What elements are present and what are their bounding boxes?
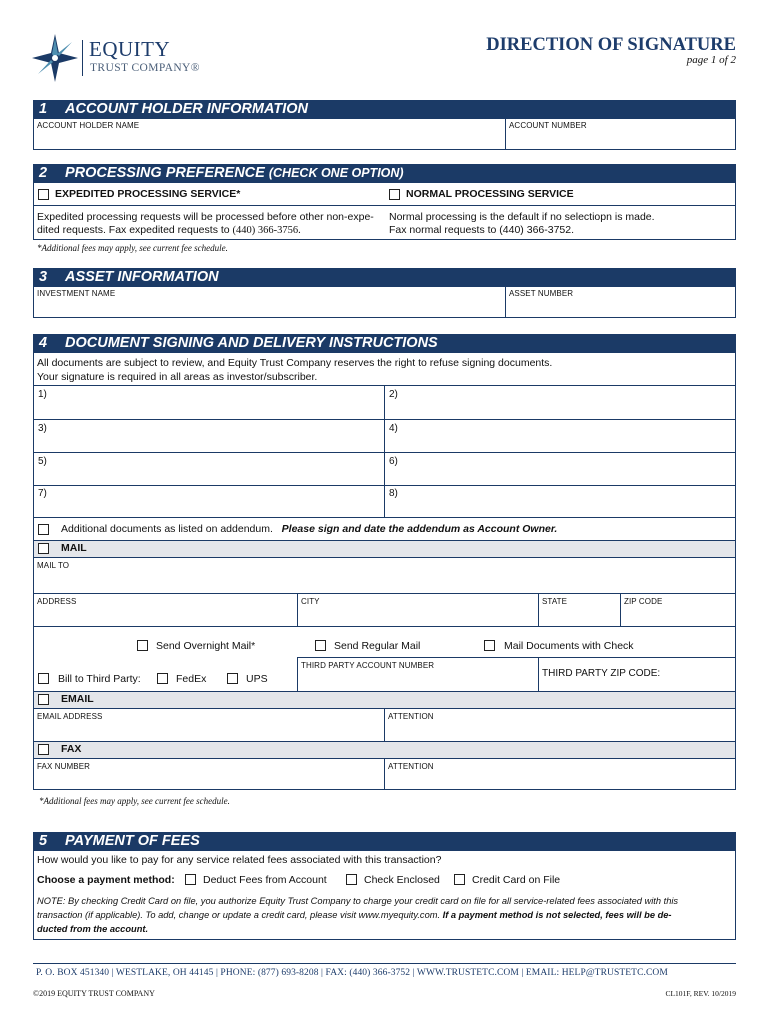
addendum-checkbox[interactable] [38, 524, 49, 535]
mail-with-check-label: Mail Documents with Check [504, 640, 634, 652]
email-checkbox[interactable] [38, 694, 49, 705]
account-holder-name-field[interactable] [34, 130, 504, 149]
mail-to-field[interactable] [34, 570, 735, 592]
fax-number-label: FAX NUMBER [37, 762, 91, 771]
document-field-3[interactable] [50, 420, 383, 451]
account-number-label: ACCOUNT NUMBER [509, 121, 587, 130]
document-number-5: 5) [38, 456, 47, 467]
account-number-field[interactable] [506, 130, 735, 149]
section-number: 1 [39, 101, 48, 117]
payment-note-emphasis: If a payment method is not selected, fees will be de- [442, 910, 672, 920]
state-label: STATE [542, 597, 568, 606]
city-label: CITY [301, 597, 320, 606]
fax-attention-label: ATTENTION [388, 762, 434, 771]
fee-note: *Additional fees may apply, see current fee schedule. [39, 796, 230, 806]
divider [297, 657, 736, 658]
section-number: 3 [39, 269, 48, 285]
document-number-3: 3) [38, 423, 47, 434]
addendum-instruction: Please sign and date the addendum as Account Owner. [281, 523, 558, 535]
section-title: PAYMENT OF FEES [65, 833, 200, 849]
document-field-1[interactable] [50, 386, 383, 418]
signing-intro-2: Your signature is required in all areas as investor/subscriber. [37, 371, 318, 383]
mail-title: MAIL [61, 542, 87, 554]
document-number-1: 1) [38, 389, 47, 400]
divider [33, 205, 736, 206]
normal-label: NORMAL PROCESSING SERVICE [406, 188, 574, 200]
regular-mail-label: Send Regular Mail [334, 640, 421, 652]
logo-name: EQUITY [89, 37, 171, 61]
credit-card-label: Credit Card on File [472, 874, 561, 886]
deduct-fees-label: Deduct Fees from Account [203, 874, 327, 886]
address-field[interactable] [34, 606, 296, 625]
section-number: 2 [39, 165, 48, 181]
email-header [34, 692, 735, 708]
page-title: DIRECTION OF SIGNATURE [486, 35, 736, 55]
section-2-header [33, 164, 736, 182]
expedited-fax: (440) 366-3756. [232, 225, 301, 236]
fedex-checkbox[interactable] [157, 673, 168, 684]
document-number-2: 2) [389, 389, 398, 400]
document-number-6: 6) [389, 456, 398, 467]
fax-title: FAX [61, 743, 82, 755]
document-field-7[interactable] [50, 486, 383, 516]
footer-contact: P. O. BOX 451340 | WESTLAKE, OH 44145 | PHONE: (877) 693-8208 | FAX: (440) 366-3752 | WWW.TRUSTETC.COM | EMAIL: HELP@TRUSTETC.COM [36, 968, 668, 978]
third-party-account-field[interactable] [298, 670, 537, 690]
section-3-header [33, 268, 736, 286]
payment-note-1: NOTE: By checking Credit Card on file, you authorize Equity Trust Company to charge your credit card on file for all service-related fees associated with this [37, 896, 679, 906]
mail-header [34, 541, 735, 557]
divider [384, 385, 385, 517]
section-subtitle: (CHECK ONE OPTION) [268, 166, 404, 180]
bill-third-party-checkbox[interactable] [38, 673, 49, 684]
email-address-field[interactable] [34, 721, 383, 740]
document-field-2[interactable] [400, 386, 735, 418]
payment-note-text: transaction (if applicable). To add, change or update a credit card, please visit www.myequity.com. [37, 910, 443, 920]
state-field[interactable] [539, 606, 619, 625]
document-number-8: 8) [389, 488, 398, 499]
payment-note-3: ducted from the account. [37, 924, 149, 934]
investment-name-label: INVESTMENT NAME [37, 289, 116, 298]
email-address-label: EMAIL ADDRESS [37, 712, 103, 721]
mail-with-check-checkbox[interactable] [484, 640, 495, 651]
logo-subtitle: TRUST COMPANY® [90, 62, 200, 74]
credit-card-checkbox[interactable] [454, 874, 465, 885]
overnight-mail-label: Send Overnight Mail* [156, 640, 256, 652]
section-title: PROCESSING PREFERENCE [65, 165, 265, 181]
third-party-zip-label: THIRD PARTY ZIP CODE: [542, 668, 661, 679]
asset-number-field[interactable] [506, 298, 735, 317]
section-number: 5 [39, 833, 48, 849]
form-code: CL101F, REV. 10/2019 [665, 989, 736, 998]
addendum-label [61, 523, 557, 535]
email-attention-label: ATTENTION [388, 712, 434, 721]
document-number-4: 4) [389, 423, 398, 434]
divider [538, 657, 539, 691]
email-title: EMAIL [61, 693, 94, 705]
divider [33, 517, 736, 518]
divider [33, 557, 736, 558]
address-label: ADDRESS [37, 597, 77, 606]
asset-number-label: ASSET NUMBER [509, 289, 574, 298]
section-1-header [33, 100, 736, 118]
mail-checkbox[interactable] [38, 543, 49, 554]
logo-divider [82, 40, 83, 76]
divider [33, 540, 736, 541]
normal-checkbox[interactable] [389, 189, 400, 200]
regular-mail-checkbox[interactable] [315, 640, 326, 651]
fedex-label: FedEx [176, 673, 207, 685]
divider [33, 593, 736, 594]
email-attention-field[interactable] [385, 721, 735, 740]
city-field[interactable] [298, 606, 537, 625]
check-enclosed-checkbox[interactable] [346, 874, 357, 885]
payment-question: How would you like to pay for any service related fees associated with this transaction? [37, 854, 442, 866]
document-field-6[interactable] [400, 453, 735, 484]
section-title: ACCOUNT HOLDER INFORMATION [65, 101, 308, 117]
section-5-header [33, 832, 736, 850]
section-title: DOCUMENT SIGNING AND DELIVERY INSTRUCTIONS [65, 335, 438, 351]
fax-header [34, 742, 735, 758]
zip-code-field[interactable] [621, 606, 735, 625]
expedited-text: dited requests. Fax expedited requests to [37, 224, 233, 236]
footer-rule [33, 963, 736, 964]
copyright: ©2019 EQUITY TRUST COMPANY [33, 989, 155, 998]
investment-name-field[interactable] [34, 298, 504, 317]
check-enclosed-label: Check Enclosed [364, 874, 440, 886]
page-number: page 1 of 2 [686, 54, 736, 66]
ups-label: UPS [246, 673, 268, 685]
expedited-description-2 [37, 224, 301, 236]
third-party-account-label: THIRD PARTY ACCOUNT NUMBER [301, 661, 435, 670]
section-title: ASSET INFORMATION [65, 269, 219, 285]
fax-checkbox[interactable] [38, 744, 49, 755]
deduct-fees-checkbox[interactable] [185, 874, 196, 885]
normal-description-2: Fax normal requests to (440) 366-3752. [389, 224, 575, 236]
payment-method-label: Choose a payment method: [37, 874, 175, 886]
payment-note-2 [37, 910, 672, 920]
company-logo [32, 34, 232, 84]
mail-to-label: MAIL TO [37, 561, 70, 570]
document-field-8[interactable] [400, 486, 735, 516]
ups-checkbox[interactable] [227, 673, 238, 684]
fee-note: *Additional fees may apply, see current fee schedule. [37, 243, 228, 253]
star-logo-icon [32, 34, 78, 82]
signing-intro-1: All documents are subject to review, and Equity Trust Company reserves the right to refuse signing documents. [37, 357, 553, 369]
document-number-7: 7) [38, 488, 47, 499]
section-4-header [33, 334, 736, 352]
bill-third-party-label: Bill to Third Party: [58, 673, 141, 685]
divider [33, 626, 736, 627]
section-number: 4 [39, 335, 48, 351]
expedited-description-1: Expedited processing requests will be processed before other non-expe- [37, 211, 374, 223]
zip-code-label: ZIP CODE [624, 597, 663, 606]
fax-attention-field[interactable] [385, 771, 735, 789]
addendum-text: Additional documents as listed on addendum. [61, 523, 273, 535]
account-holder-name-label: ACCOUNT HOLDER NAME [37, 121, 140, 130]
overnight-mail-checkbox[interactable] [137, 640, 148, 651]
document-field-5[interactable] [50, 453, 383, 484]
expedited-label: EXPEDITED PROCESSING SERVICE* [55, 188, 241, 200]
third-party-zip-field[interactable] [650, 660, 735, 690]
normal-description-1: Normal processing is the default if no selectiopn is made. [389, 211, 655, 223]
document-field-4[interactable] [400, 420, 735, 451]
fax-number-field[interactable] [34, 771, 383, 789]
expedited-checkbox[interactable] [38, 189, 49, 200]
